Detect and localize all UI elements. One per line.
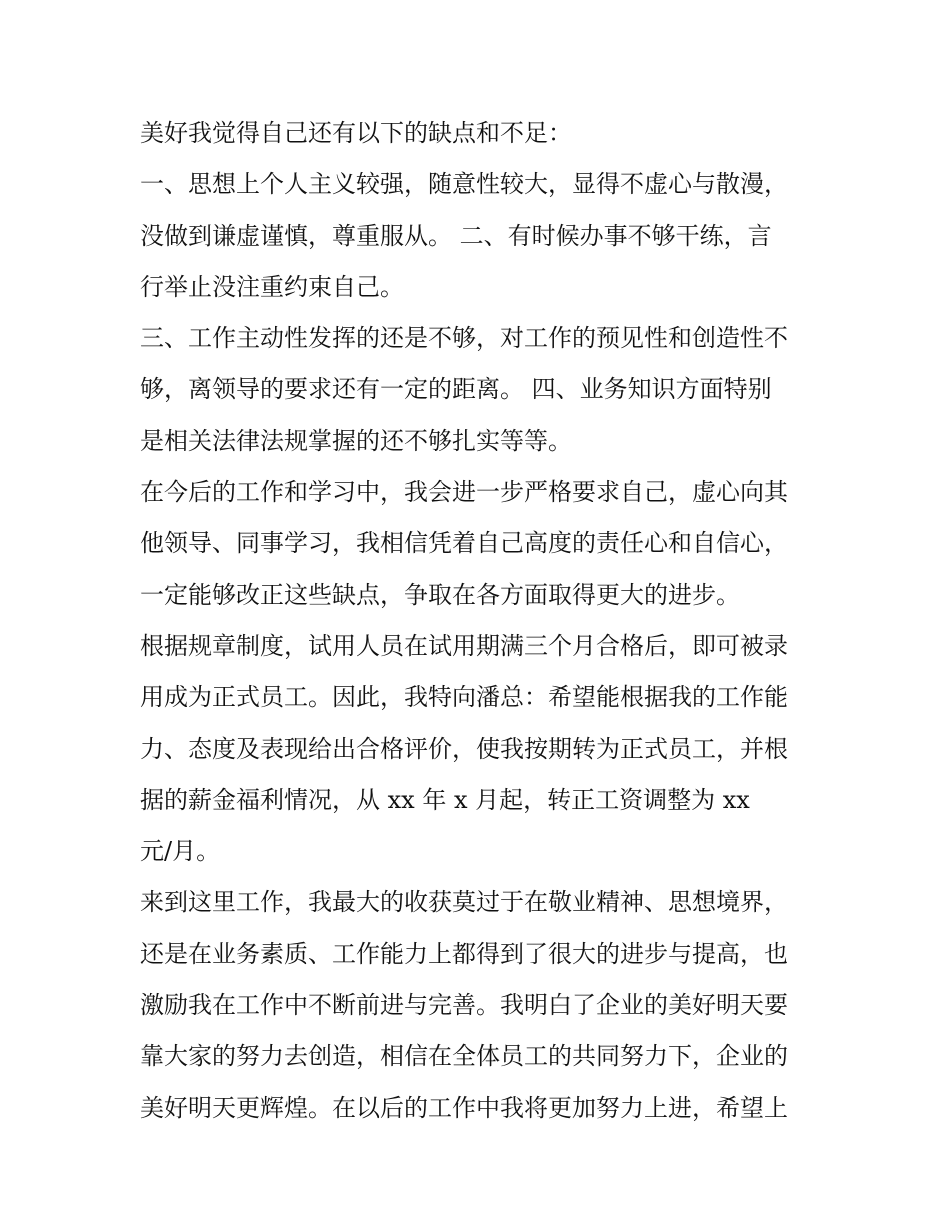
text-line: 激励我在工作中不断前进与完善。我明白了企业的美好明天要 [140, 991, 788, 1020]
text-line: 够，离领导的要求还有一定的距离。 四、业务知识方面特别 [140, 375, 772, 404]
text-line: 一定能够改正这些缺点，争取在各方面取得更大的进步。 [140, 580, 740, 609]
text-line: 元/月。 [140, 837, 221, 866]
text-line: 用成为正式员工。因此，我特向潘总：希望能根据我的工作能 [140, 683, 788, 712]
text-line: 是相关法律法规掌握的还不够扎实等等。 [140, 426, 572, 455]
text-line: 还是在业务素质、工作能力上都得到了很大的进步与提高，也 [140, 939, 788, 968]
text-line: 在今后的工作和学习中，我会进一步严格要求自己，虚心向其 [140, 478, 788, 507]
text-line: 来到这里工作，我最大的收获莫过于在敬业精神、思想境界， [140, 888, 788, 917]
text-line: 据的薪金福利情况，从 xx 年 x 月起，转正工资调整为 xx [140, 785, 750, 814]
text-line: 美好明天更辉煌。在以后的工作中我将更加努力上进，希望上 [140, 1093, 788, 1122]
text-line: 根据规章制度，试用人员在试用期满三个月合格后，即可被录 [140, 631, 788, 660]
text-line: 美好我觉得自己还有以下的缺点和不足： [140, 119, 572, 147]
text-line: 没做到谦虚谨慎，尊重服从。 二、有时候办事不够干练，言 [140, 221, 772, 250]
text-line: 三、工作主动性发挥的还是不够，对工作的预见性和创造性不 [140, 324, 788, 353]
text-line: 他领导、同事学习，我相信凭着自己高度的责任心和自信心， [140, 529, 788, 558]
text-line: 靠大家的努力去创造，相信在全体员工的共同努力下，企业的 [140, 1042, 788, 1071]
text-line: 行举止没注重约束自己。 [140, 272, 404, 301]
text-line: 一、思想上个人主义较强，随意性较大，显得不虚心与散漫， [140, 170, 788, 199]
document-body [140, 108, 820, 1134]
text-line: 力、态度及表现给出合格评价，使我按期转为正式员工，并根 [140, 734, 788, 763]
